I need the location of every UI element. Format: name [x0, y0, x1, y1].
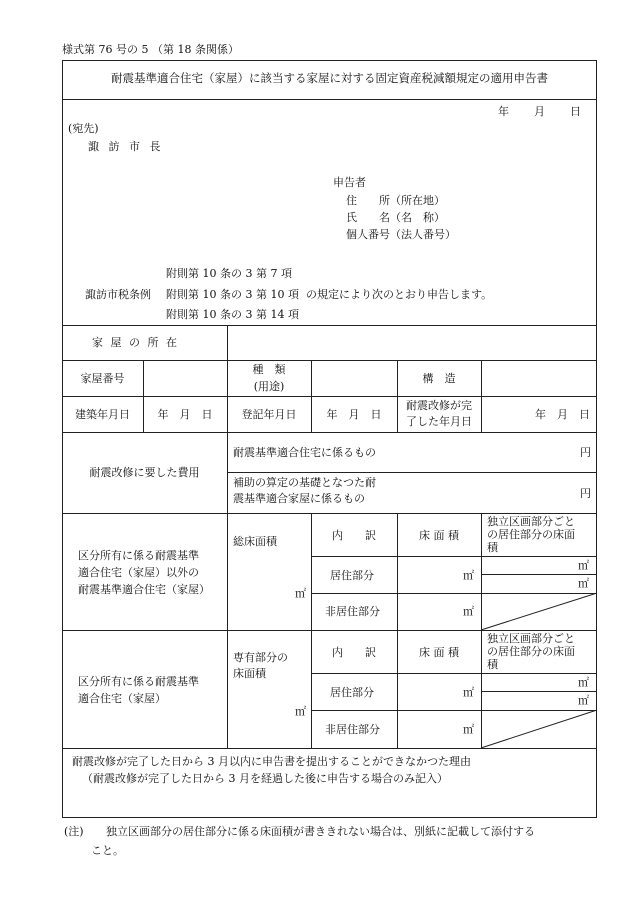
applicant-name-label: 氏 名（名 称） [346, 211, 445, 224]
breakdown-label: 内 訳 [332, 529, 376, 542]
total-floor-label: 総床面積 [233, 535, 277, 548]
built-date-label: 建築年月日 [75, 408, 130, 421]
ordinance-clause-3[interactable]: 附則第 10 条の 3 第 14 項 [166, 308, 299, 321]
reason-label-2: （耐震改修が完了した日から 3 月を経過した後に申告する場合のみ記入） [82, 772, 448, 785]
non-residential-sqm[interactable]: ㎡ [463, 605, 474, 618]
sec1-label-1: 区分所有に係る耐震基準 [78, 549, 199, 562]
reg-date-label: 登記年月日 [241, 408, 297, 421]
sec1-label-3: 耐震基準適合住宅（家屋） [78, 583, 210, 596]
diagonal-strike [481, 710, 597, 748]
indep2-label-1: 独立区画部分ごと [487, 632, 575, 645]
type-label-1: 種 類 [252, 363, 286, 376]
row-line [481, 574, 597, 575]
cost-item-2-label-2: 震基準適合家屋に係るもの [233, 492, 365, 505]
structure-field[interactable] [482, 361, 596, 395]
reason-label-1: 耐震改修が完了した日から 3 月以内に申告書を提出することができなかつた理由 [72, 755, 471, 768]
cost-label: 耐震改修に要した費用 [89, 466, 200, 479]
residential-label-2: 居住部分 [330, 686, 374, 699]
location-field[interactable] [228, 326, 596, 359]
indep-sqm-1[interactable]: ㎡ [578, 559, 589, 572]
floor-area-label-2: 床 面 積 [419, 646, 459, 659]
exclusive-floor-label-1: 専有部分の [233, 651, 288, 664]
non-residential-sqm-2[interactable]: ㎡ [463, 723, 474, 736]
floor-area-label: 床 面 積 [419, 529, 459, 542]
reg-date-field[interactable]: 年 月 日 [326, 408, 382, 421]
note-text-2: こと。 [91, 844, 124, 857]
indep-label-1: 独立区画部分ごと [487, 515, 575, 528]
total-floor-sqm[interactable]: ㎡ [295, 587, 306, 600]
ordinance-name: 諏訪市税条例 [85, 288, 151, 301]
cost-item-2-yen[interactable]: 円 [580, 487, 591, 500]
residential-sqm-2[interactable]: ㎡ [463, 686, 474, 699]
breakdown-label-2: 内 訳 [332, 646, 376, 659]
date-year[interactable]: 年 [498, 105, 509, 118]
indep2-sqm-2[interactable]: ㎡ [578, 694, 589, 707]
sec1-label-2: 適合住宅（家屋）以外の [78, 566, 199, 579]
house-number-field[interactable] [144, 361, 226, 395]
location-label: 家 屋 の 所 在 [92, 336, 179, 349]
indep-label-3: 積 [487, 541, 498, 554]
indep2-label-3: 積 [487, 658, 498, 671]
cost-item-2-label-1: 補助の算定の基礎となつた耐 [233, 476, 376, 489]
built-date-field[interactable]: 年 月 日 [157, 408, 213, 421]
applicant-address-label: 住 所（所在地） [346, 194, 445, 207]
residential-sqm[interactable]: ㎡ [463, 569, 474, 582]
house-number-label: 家屋番号 [80, 372, 125, 385]
page-title: 耐震基準適合住宅（家屋）に該当する家屋に対する固定資産税減額規定の適用申告書 [111, 71, 548, 85]
date-day[interactable]: 日 [570, 105, 581, 118]
type-label-2: (用途) [253, 380, 285, 393]
structure-label: 構 造 [422, 372, 456, 385]
row-line [62, 432, 597, 433]
row-line [62, 513, 597, 514]
row-line [62, 748, 597, 749]
applicant-id-label: 個人番号（法人番号） [346, 228, 456, 241]
note-text-1: 独立区画部分の居住部分に係る床面積が書ききれない場合は、別紙に記載して添付する [106, 825, 535, 838]
retrofit-done-label-1: 耐震改修が完 [406, 399, 472, 412]
indep-label-2: の居住部分の床面 [487, 528, 575, 541]
sec2-label-2: 適合住宅（家屋） [78, 692, 166, 705]
reason-field[interactable] [63, 790, 596, 817]
sec2-label-1: 区分所有に係る耐震基準 [78, 675, 199, 688]
date-month[interactable]: 月 [534, 105, 545, 118]
row-line [227, 472, 597, 473]
addressee-mayor: 諏 訪 市 長 [88, 140, 164, 153]
divider [62, 99, 597, 100]
row-line [311, 673, 597, 674]
indep2-sqm-1[interactable]: ㎡ [578, 676, 589, 689]
diagonal-strike [481, 593, 597, 630]
ordinance-clause-1[interactable]: 附則第 10 条の 3 第 7 項 [166, 267, 292, 280]
applicant-heading: 申告者 [333, 176, 366, 189]
ordinance-clause-2[interactable]: 附則第 10 条の 3 第 10 項 [166, 288, 299, 301]
retrofit-done-field[interactable]: 年 月 日 [535, 408, 590, 421]
non-residential-label-2: 非居住部分 [325, 723, 380, 736]
exclusive-floor-sqm[interactable]: ㎡ [295, 705, 306, 718]
ordinance-statement: の規定により次のとおり申告します。 [306, 288, 493, 301]
note-label: (注) [64, 825, 84, 838]
form-number: 様式第 76 号の 5 （第 18 条関係） [62, 43, 239, 56]
row-line [311, 556, 597, 557]
row-line [481, 691, 597, 692]
residential-label: 居住部分 [330, 569, 374, 582]
indep-sqm-2[interactable]: ㎡ [578, 577, 589, 590]
exclusive-floor-label-2: 床面積 [233, 667, 266, 680]
cost-item-1-label: 耐震基準適合住宅に係るもの [233, 446, 376, 459]
cost-item-1-yen[interactable]: 円 [580, 446, 591, 459]
non-residential-label: 非居住部分 [325, 605, 380, 618]
retrofit-done-label-2: 了した年月日 [406, 415, 472, 428]
type-field[interactable] [312, 361, 396, 395]
row-line [62, 630, 597, 631]
addressee-prefix: (宛先) [68, 122, 99, 135]
indep2-label-2: の居住部分の床面 [487, 645, 575, 658]
